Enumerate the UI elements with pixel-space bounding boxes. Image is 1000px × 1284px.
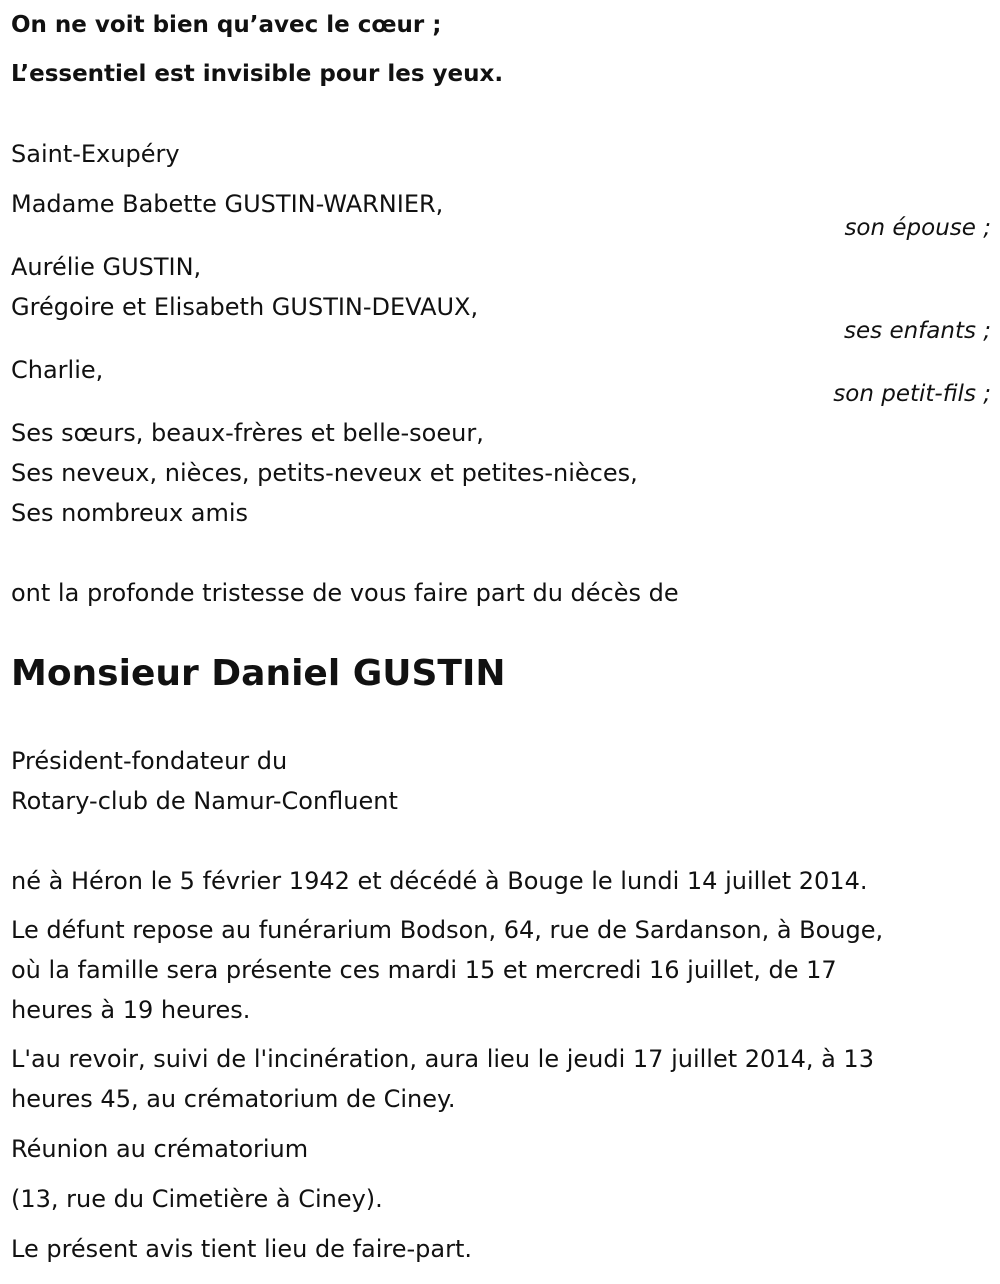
child-name-2: Grégoire et Elisabeth GUSTIN-DEVAUX,	[11, 293, 479, 321]
quote-author: Saint-Exupéry	[11, 140, 180, 168]
child-name-1: Aurélie GUSTIN,	[11, 253, 202, 281]
grandson-name: Charlie,	[11, 356, 104, 384]
spouse-role: son épouse ;	[844, 215, 991, 241]
notice-line: Le présent avis tient lieu de faire-part.	[11, 1235, 473, 1263]
spouse-name: Madame Babette GUSTIN-WARNIER,	[11, 190, 444, 218]
meeting-line-2: (13, rue du Cimetière à Ciney).	[11, 1185, 383, 1213]
quote-line-2: L’essentiel est invisible pour les yeux.	[11, 61, 504, 87]
function-line-2: Rotary-club de Namur-Confluent	[11, 787, 398, 815]
announcement: ont la profonde tristesse de vous faire part du décès de	[11, 579, 679, 607]
function-line-1: Président-fondateur du	[11, 747, 288, 775]
deceased-name: Monsieur Daniel GUSTIN	[11, 653, 506, 694]
grandson-role: son petit-fils ;	[833, 381, 991, 407]
meeting-line-1: Réunion au crématorium	[11, 1135, 309, 1163]
farewell-line-1: L'au revoir, suivi de l'incinération, aura lieu le jeudi 17 juillet 2014, à 13	[11, 1045, 874, 1073]
rest-line-3: heures à 19 heures.	[11, 996, 251, 1024]
children-role: ses enfants ;	[844, 318, 991, 344]
rest-line-1: Le défunt repose au funérarium Bodson, 64, rue de Sardanson, à Bouge,	[11, 916, 884, 944]
rest-line-2: où la famille sera présente ces mardi 15 et mercredi 16 juillet, de 17	[11, 956, 837, 984]
relatives-line-2: Ses neveux, nièces, petits-neveux et petites-nièces,	[11, 459, 638, 487]
farewell-line-2: heures 45, au crématorium de Ciney.	[11, 1085, 456, 1113]
birth-death-line: né à Héron le 5 février 1942 et décédé à Bouge le lundi 14 juillet 2014.	[11, 867, 868, 895]
relatives-line-3: Ses nombreux amis	[11, 499, 249, 527]
relatives-line-1: Ses sœurs, beaux-frères et belle-soeur,	[11, 419, 484, 447]
quote-line-1: On ne voit bien qu’avec le cœur ;	[11, 12, 442, 38]
